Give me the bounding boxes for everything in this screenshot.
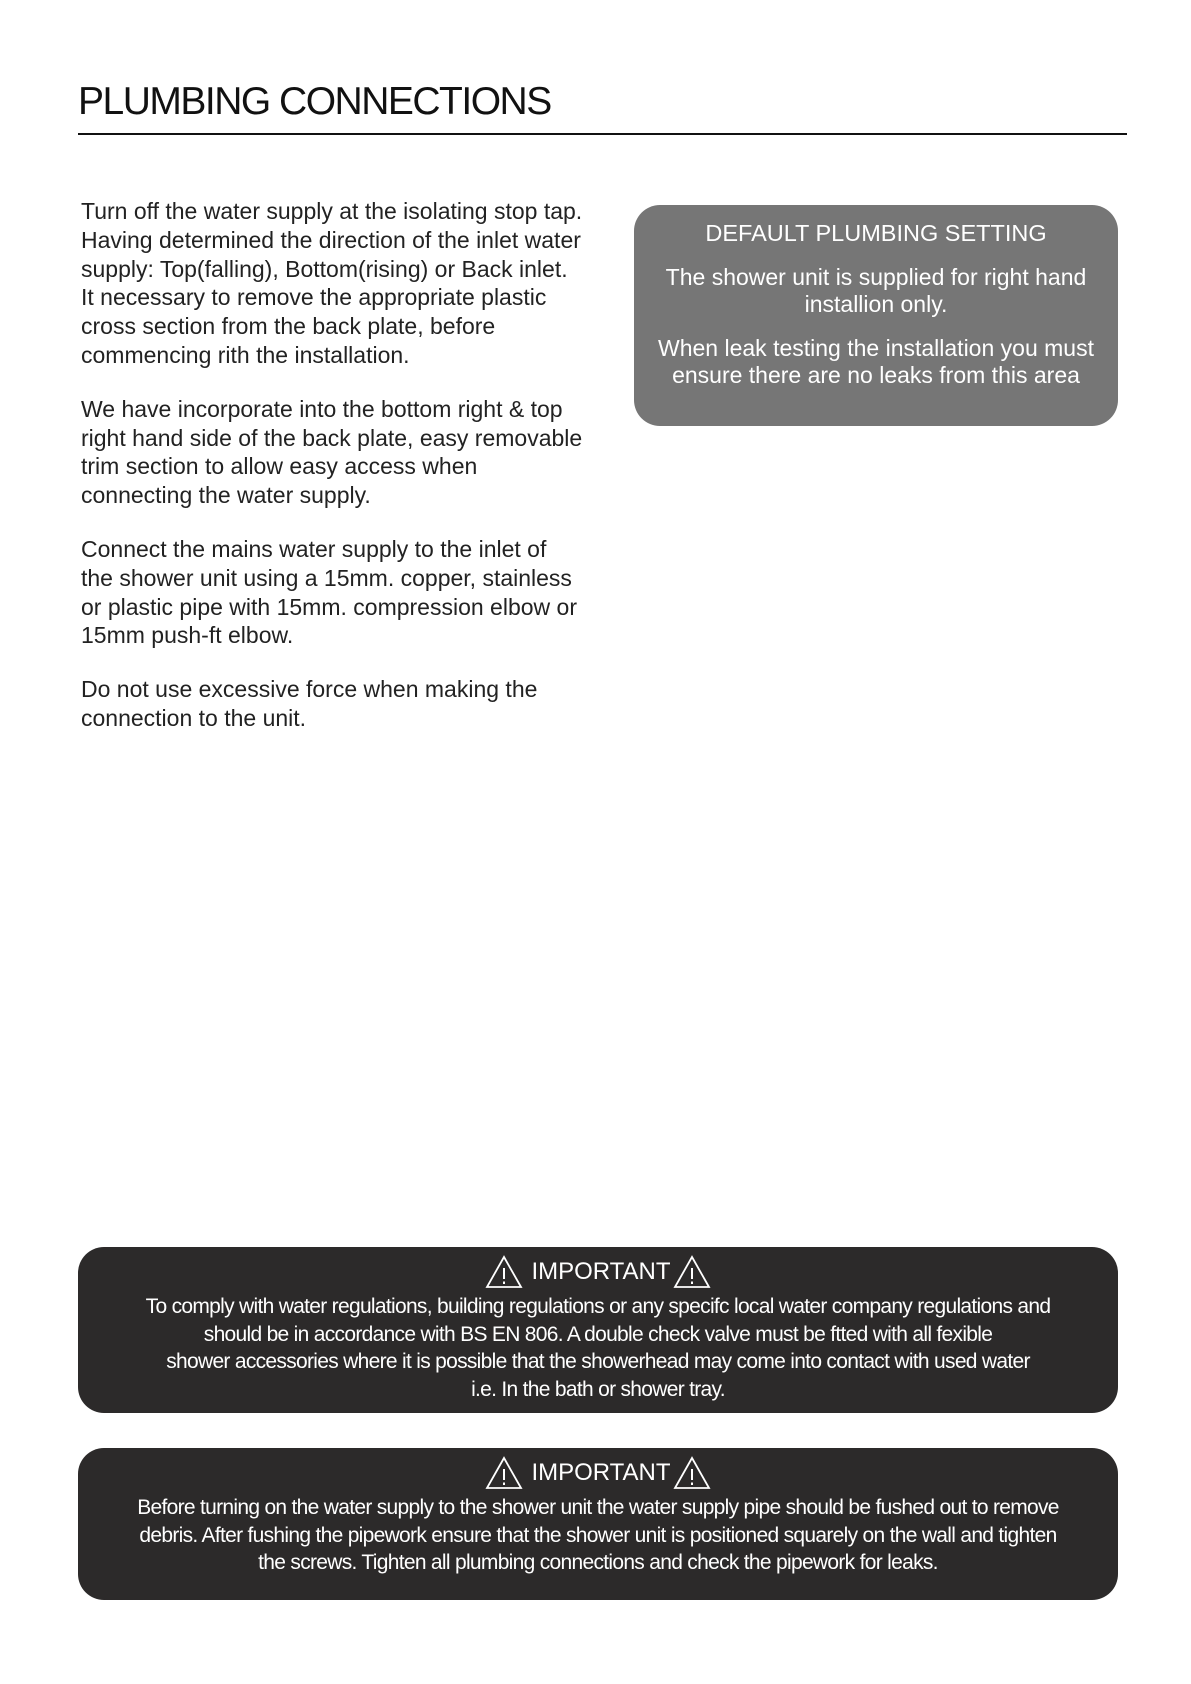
important-heading [78, 1253, 1118, 1291]
warning-triangle-icon [485, 1255, 523, 1289]
important-label: IMPORTANT [531, 1258, 671, 1285]
default-box-text: When leak testing the installation you must ensure there are no leaks from this area [658, 335, 1094, 388]
warning-triangle-icon [485, 1456, 523, 1490]
instruction-paragraph: Do not use excessive force when making the connection to the unit. [81, 676, 538, 731]
page-title: PLUMBING CONNECTIONS [78, 80, 551, 123]
important-text: To comply with water regulations, building regulations or any specifc local water company regulations and should be in accordance with BS EN 806. A double check valve must be ftted with all fexible shower accessories where it is possible that the showerhead may come into contact with used water i.e. In the bath or shower tray. [145, 1295, 1051, 1401]
instruction-paragraph: We have incorporate into the bottom right & top right hand side of the back plate, easy removable trim section to allow easy access when connecting the water supply. [81, 395, 583, 509]
instruction-paragraph: Connect the mains water supply to the inlet of the shower unit using a 15mm. copper, stainless or plastic pipe with 15mm. compression elbow or 15mm push-ft elbow. [81, 535, 577, 649]
important-heading [78, 1454, 1118, 1492]
default-box-text: The shower unit is supplied for right hand installion only. [665, 264, 1087, 317]
important-label: IMPORTANT [531, 1459, 671, 1486]
important-notice-regulations [78, 1247, 1118, 1413]
warning-triangle-icon [673, 1255, 711, 1289]
default-plumbing-setting-box [634, 205, 1118, 426]
default-box-title: DEFAULT PLUMBING SETTING [705, 220, 1047, 246]
instructions-column [81, 197, 621, 758]
title-divider [78, 133, 1127, 135]
important-text: Before turning on the water supply to the shower unit the water supply pipe should be fushed out to remove debris. After fushing the pipework ensure that the shower unit is positioned squarely on the wall and tighten the screws. Tighten all plumbing connections and check the pipework for leaks. [137, 1496, 1059, 1574]
warning-triangle-icon [673, 1456, 711, 1490]
instruction-paragraph: Turn off the water supply at the isolating stop tap. Having determined the direction of the inlet water supply: Top(falling), Bottom(rising) or Back inlet. It necessary to remove the appropriate plastic cross section from the back plate, before commencing rith the installation. [81, 198, 583, 368]
important-notice-flushing [78, 1448, 1118, 1600]
